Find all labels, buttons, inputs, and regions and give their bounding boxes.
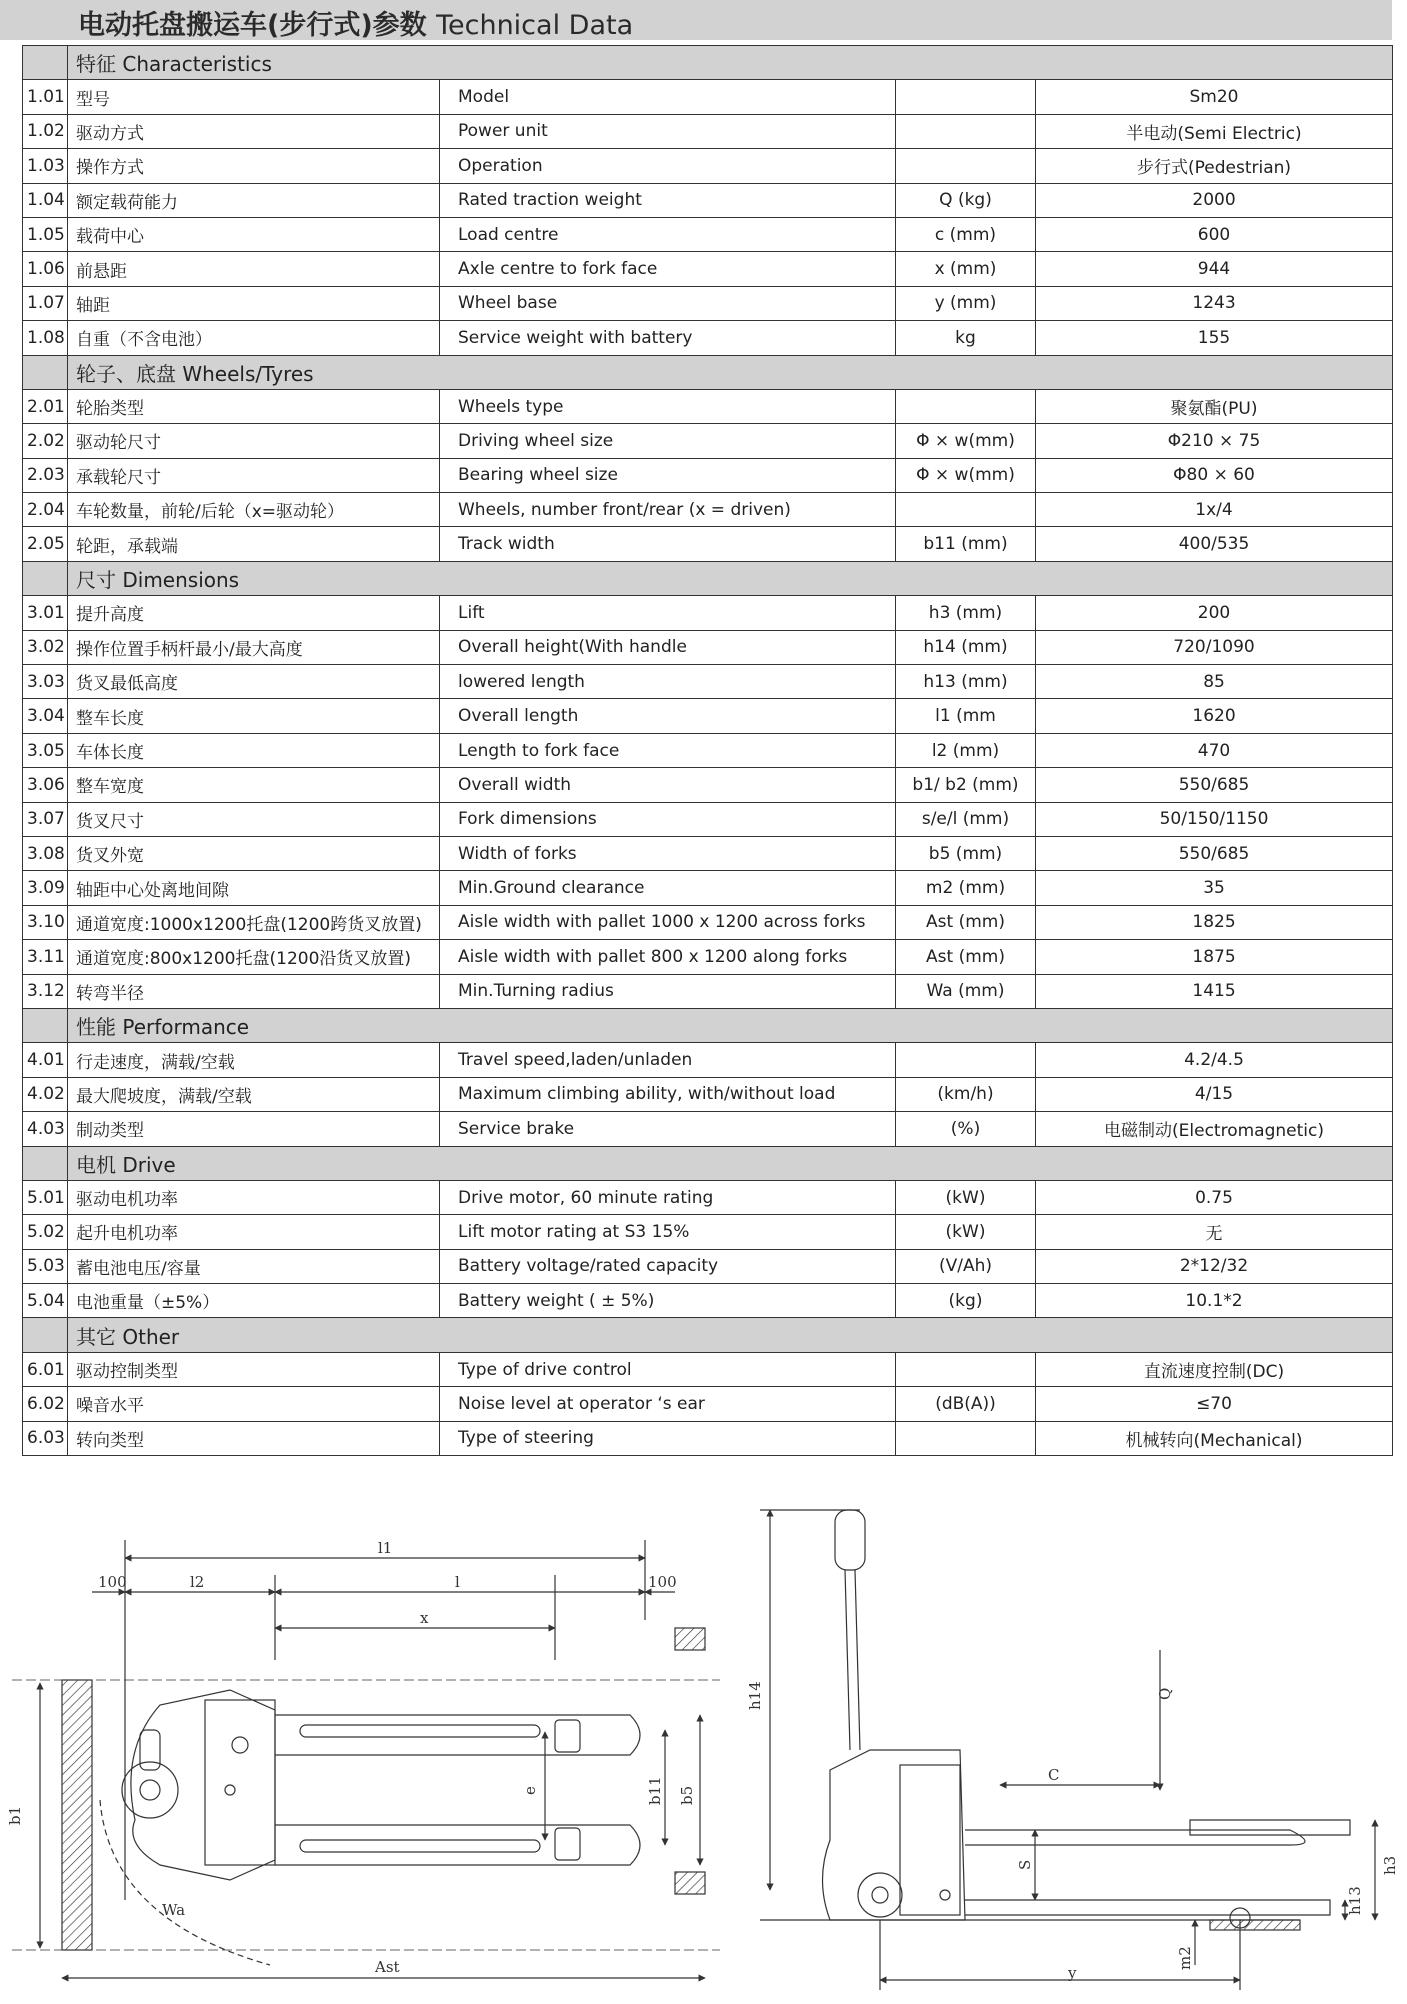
row-value: 1825 [1036,905,1393,939]
technical-drawings [0,1500,1407,2004]
row-label-en: Drive motor, 60 minute rating [440,1180,896,1214]
page-title [78,3,633,42]
row-label-zh: 转向类型 [68,1421,440,1455]
row-unit [896,114,1036,148]
section-title: 性能 Performance [68,1008,1393,1042]
row-value: 10.1*2 [1036,1284,1393,1318]
top-view-drawing [12,1540,720,1978]
row-number: 4.02 [23,1077,68,1111]
row-label-en: Fork dimensions [440,802,896,836]
dim-wa: Wa [162,1901,186,1919]
drawing-canvas [0,1500,1407,2000]
row-label-en: Driving wheel size [440,424,896,458]
row-unit [896,389,1036,423]
row-label-zh: 操作方式 [68,149,440,183]
table-row [23,149,1393,183]
row-value: 35 [1036,871,1393,905]
table-row [23,114,1393,148]
top-view-labels [6,1539,696,1976]
row-label-zh: 电池重量（±5%） [68,1284,440,1318]
row-value: 1x/4 [1036,493,1393,527]
dim-b11: b11 [646,1776,664,1805]
dim-e: e [521,1786,539,1795]
section-header-blank [23,1146,68,1180]
title-zh: 电动托盘搬运车(步行式)参数 [78,10,427,41]
row-unit: y (mm) [896,286,1036,320]
row-unit: b5 (mm) [896,836,1036,870]
row-value: 无 [1036,1215,1393,1249]
row-label-zh: 提升高度 [68,596,440,630]
row-value: 550/685 [1036,768,1393,802]
table-row [23,1387,1393,1421]
table-row [23,217,1393,251]
section-header-blank [23,561,68,595]
section-title: 特征 Characteristics [68,46,1393,80]
row-value: 1620 [1036,699,1393,733]
row-label-zh: 轮胎类型 [68,389,440,423]
row-number: 1.05 [23,217,68,251]
section-title: 电机 Drive [68,1146,1393,1180]
section-header [23,1318,1393,1352]
row-number: 3.04 [23,699,68,733]
row-unit: c (mm) [896,217,1036,251]
row-number: 3.10 [23,905,68,939]
row-label-zh: 起升电机功率 [68,1215,440,1249]
row-label-zh: 操作位置手柄杆最小/最大高度 [68,630,440,664]
dim-h14: h14 [746,1681,764,1710]
row-value: 50/150/1150 [1036,802,1393,836]
row-label-zh: 最大爬坡度，满载/空载 [68,1077,440,1111]
row-number: 4.03 [23,1112,68,1146]
row-unit [896,80,1036,114]
row-label-zh: 驱动方式 [68,114,440,148]
row-label-en: Track width [440,527,896,561]
row-label-zh: 行走速度，满载/空载 [68,1043,440,1077]
row-unit: (kg) [896,1284,1036,1318]
row-label-zh: 承载轮尺寸 [68,458,440,492]
table-row [23,699,1393,733]
row-number: 3.12 [23,974,68,1008]
table-row [23,1112,1393,1146]
row-number: 3.08 [23,836,68,870]
row-label-en: Service weight with battery [440,321,896,355]
row-number: 3.07 [23,802,68,836]
row-unit: (%) [896,1112,1036,1146]
row-unit [896,1421,1036,1455]
row-label-en: Battery weight ( ± 5%) [440,1284,896,1318]
row-unit: (km/h) [896,1077,1036,1111]
row-value: Φ80 × 60 [1036,458,1393,492]
row-unit: (kW) [896,1215,1036,1249]
row-label-en: Min.Turning radius [440,974,896,1008]
side-view-labels [746,1681,1399,1982]
row-value: Φ210 × 75 [1036,424,1393,458]
table-row [23,527,1393,561]
row-unit [896,1043,1036,1077]
row-label-zh: 载荷中心 [68,217,440,251]
table-row [23,1421,1393,1455]
dim-b1: b1 [6,1805,24,1825]
table-row [23,733,1393,767]
row-label-zh: 轴距 [68,286,440,320]
table-row [23,80,1393,114]
row-value: 200 [1036,596,1393,630]
row-label-en: Travel speed,laden/unladen [440,1043,896,1077]
dim-m2: m2 [1176,1946,1194,1970]
title-en: Technical Data [436,10,634,41]
section-header [23,1146,1393,1180]
row-value: 聚氨酯(PU) [1036,389,1393,423]
table-row [23,286,1393,320]
section-header-blank [23,1008,68,1042]
row-value: 1875 [1036,940,1393,974]
row-unit: Q (kg) [896,183,1036,217]
dim-x: x [420,1609,429,1627]
row-number: 1.07 [23,286,68,320]
dim-left-100: 100 [98,1573,127,1591]
dim-l: l [455,1573,460,1591]
section-header-blank [23,46,68,80]
row-number: 2.03 [23,458,68,492]
row-label-zh: 驱动电机功率 [68,1180,440,1214]
table-row [23,871,1393,905]
row-label-en: Aisle width with pallet 800 x 1200 along forks [440,940,896,974]
row-label-zh: 货叉外宽 [68,836,440,870]
row-label-en: Lift motor rating at S3 15% [440,1215,896,1249]
table-row [23,1215,1393,1249]
section-header [23,561,1393,595]
row-unit: Φ × w(mm) [896,424,1036,458]
table-row [23,1043,1393,1077]
row-unit [896,493,1036,527]
table-row [23,596,1393,630]
row-value: 550/685 [1036,836,1393,870]
row-value: 半电动(Semi Electric) [1036,114,1393,148]
table-row [23,836,1393,870]
row-value: 1243 [1036,286,1393,320]
row-label-zh: 车体长度 [68,733,440,767]
table-row [23,768,1393,802]
row-unit: h14 (mm) [896,630,1036,664]
row-unit: Ast (mm) [896,940,1036,974]
table-row [23,252,1393,286]
row-label-zh: 通道宽度:800x1200托盘(1200沿货叉放置) [68,940,440,974]
row-label-zh: 整车宽度 [68,768,440,802]
row-label-en: Wheels type [440,389,896,423]
row-number: 2.05 [23,527,68,561]
table-row [23,940,1393,974]
table-row [23,1077,1393,1111]
row-label-en: Operation [440,149,896,183]
row-unit: Wa (mm) [896,974,1036,1008]
table-row [23,905,1393,939]
row-number: 5.04 [23,1284,68,1318]
row-label-zh: 型号 [68,80,440,114]
row-number: 2.01 [23,389,68,423]
row-unit: s/e/l (mm) [896,802,1036,836]
table-row [23,1180,1393,1214]
row-value: ≤70 [1036,1387,1393,1421]
wall-hatch-right-bottom [675,1872,705,1894]
row-value: 600 [1036,217,1393,251]
row-unit: Φ × w(mm) [896,458,1036,492]
row-value: Sm20 [1036,80,1393,114]
row-value: 720/1090 [1036,630,1393,664]
row-value: 155 [1036,321,1393,355]
row-label-zh: 自重（不含电池） [68,321,440,355]
row-label-zh: 货叉最低高度 [68,665,440,699]
row-number: 2.02 [23,424,68,458]
row-label-zh: 驱动轮尺寸 [68,424,440,458]
row-label-en: Type of steering [440,1421,896,1455]
row-label-zh: 货叉尺寸 [68,802,440,836]
wall-hatch-left [62,1680,92,1950]
row-label-zh: 通道宽度:1000x1200托盘(1200跨货叉放置) [68,905,440,939]
table-row [23,1284,1393,1318]
table-row [23,458,1393,492]
dim-b5: b5 [678,1785,696,1805]
row-label-zh: 前悬距 [68,252,440,286]
row-number: 1.04 [23,183,68,217]
row-unit [896,149,1036,183]
dim-l2: l2 [190,1573,205,1591]
row-label-en: Type of drive control [440,1352,896,1386]
row-number: 6.01 [23,1352,68,1386]
side-view-drawing [760,1510,1375,1990]
table-row [23,1352,1393,1386]
row-value: 直流速度控制(DC) [1036,1352,1393,1386]
row-unit: Ast (mm) [896,905,1036,939]
dim-c: C [1048,1766,1060,1784]
row-value: 944 [1036,252,1393,286]
section-header [23,355,1393,389]
dim-l1: l1 [378,1539,393,1557]
row-number: 1.01 [23,80,68,114]
row-value: 2000 [1036,183,1393,217]
row-label-en: Load centre [440,217,896,251]
dim-h13: h13 [1346,1886,1364,1915]
technical-data-table [22,45,1393,1456]
row-value: 4.2/4.5 [1036,1043,1393,1077]
row-number: 1.03 [23,149,68,183]
row-unit: (dB(A)) [896,1387,1036,1421]
row-unit: b11 (mm) [896,527,1036,561]
table-row [23,630,1393,664]
row-label-en: Noise level at operator ‘s ear [440,1387,896,1421]
row-value: 电磁制动(Electromagnetic) [1036,1112,1393,1146]
section-header [23,1008,1393,1042]
section-title: 轮子、底盘 Wheels/Tyres [68,355,1393,389]
dim-ast: Ast [375,1958,400,1976]
section-title: 其它 Other [68,1318,1393,1352]
row-label-en: Overall length [440,699,896,733]
row-label-en: Axle centre to fork face [440,252,896,286]
row-label-en: Battery voltage/rated capacity [440,1249,896,1283]
row-unit: h13 (mm) [896,665,1036,699]
row-number: 3.02 [23,630,68,664]
row-value: 步行式(Pedestrian) [1036,149,1393,183]
dim-h3: h3 [1381,1855,1399,1875]
row-number: 3.06 [23,768,68,802]
row-unit [896,1352,1036,1386]
section-title: 尺寸 Dimensions [68,561,1393,595]
row-number: 2.04 [23,493,68,527]
row-label-en: Service brake [440,1112,896,1146]
table-row [23,802,1393,836]
row-value: 机械转向(Mechanical) [1036,1421,1393,1455]
row-value: 2*12/32 [1036,1249,1393,1283]
row-value: 1415 [1036,974,1393,1008]
row-number: 5.01 [23,1180,68,1214]
row-number: 5.03 [23,1249,68,1283]
dim-right-100: 100 [648,1573,677,1591]
table-row [23,183,1393,217]
row-label-zh: 车轮数量，前轮/后轮（x=驱动轮） [68,493,440,527]
row-unit: kg [896,321,1036,355]
row-number: 3.09 [23,871,68,905]
row-label-en: Min.Ground clearance [440,871,896,905]
row-label-en: Overall height(With handle [440,630,896,664]
table-row [23,321,1393,355]
row-unit: l1 (mm [896,699,1036,733]
row-unit: h3 (mm) [896,596,1036,630]
row-label-zh: 整车长度 [68,699,440,733]
row-number: 6.03 [23,1421,68,1455]
row-label-zh: 噪音水平 [68,1387,440,1421]
title-bar [0,0,1392,40]
wall-hatch-right-top [675,1628,705,1650]
section-header-blank [23,1318,68,1352]
row-value: 400/535 [1036,527,1393,561]
row-label-en: lowered length [440,665,896,699]
row-number: 5.02 [23,1215,68,1249]
table-row [23,974,1393,1008]
section-header-blank [23,355,68,389]
row-unit: (V/Ah) [896,1249,1036,1283]
row-label-zh: 轴距中心处离地间隙 [68,871,440,905]
row-label-zh: 额定载荷能力 [68,183,440,217]
row-value: 4/15 [1036,1077,1393,1111]
row-value: 0.75 [1036,1180,1393,1214]
row-label-en: Length to fork face [440,733,896,767]
row-label-en: Rated traction weight [440,183,896,217]
row-number: 3.05 [23,733,68,767]
row-label-zh: 蓄电池电压/容量 [68,1249,440,1283]
section-header [23,46,1393,80]
row-label-en: Lift [440,596,896,630]
row-number: 1.08 [23,321,68,355]
dim-s: S [1016,1859,1034,1870]
row-label-en: Aisle width with pallet 1000 x 1200 across forks [440,905,896,939]
row-value: 85 [1036,665,1393,699]
row-value: 470 [1036,733,1393,767]
table-row [23,665,1393,699]
row-label-en: Maximum climbing ability, with/without load [440,1077,896,1111]
dim-q: Q [1156,1687,1174,1700]
row-number: 3.01 [23,596,68,630]
row-number: 3.03 [23,665,68,699]
row-unit: x (mm) [896,252,1036,286]
row-unit: l2 (mm) [896,733,1036,767]
row-number: 4.01 [23,1043,68,1077]
row-unit: (kW) [896,1180,1036,1214]
row-label-en: Wheels, number front/rear (x = driven) [440,493,896,527]
row-label-zh: 制动类型 [68,1112,440,1146]
row-number: 1.06 [23,252,68,286]
row-label-en: Overall width [440,768,896,802]
table-row [23,424,1393,458]
row-label-en: Power unit [440,114,896,148]
table-row [23,389,1393,423]
row-unit: m2 (mm) [896,871,1036,905]
row-label-zh: 轮距，承载端 [68,527,440,561]
dim-y: y [1068,1964,1077,1982]
row-label-en: Model [440,80,896,114]
table-row [23,493,1393,527]
table-row [23,1249,1393,1283]
row-label-en: Wheel base [440,286,896,320]
row-label-en: Width of forks [440,836,896,870]
row-number: 1.02 [23,114,68,148]
row-number: 3.11 [23,940,68,974]
row-label-zh: 转弯半径 [68,974,440,1008]
row-number: 6.02 [23,1387,68,1421]
row-label-en: Bearing wheel size [440,458,896,492]
row-unit: b1/ b2 (mm) [896,768,1036,802]
row-label-zh: 驱动控制类型 [68,1352,440,1386]
